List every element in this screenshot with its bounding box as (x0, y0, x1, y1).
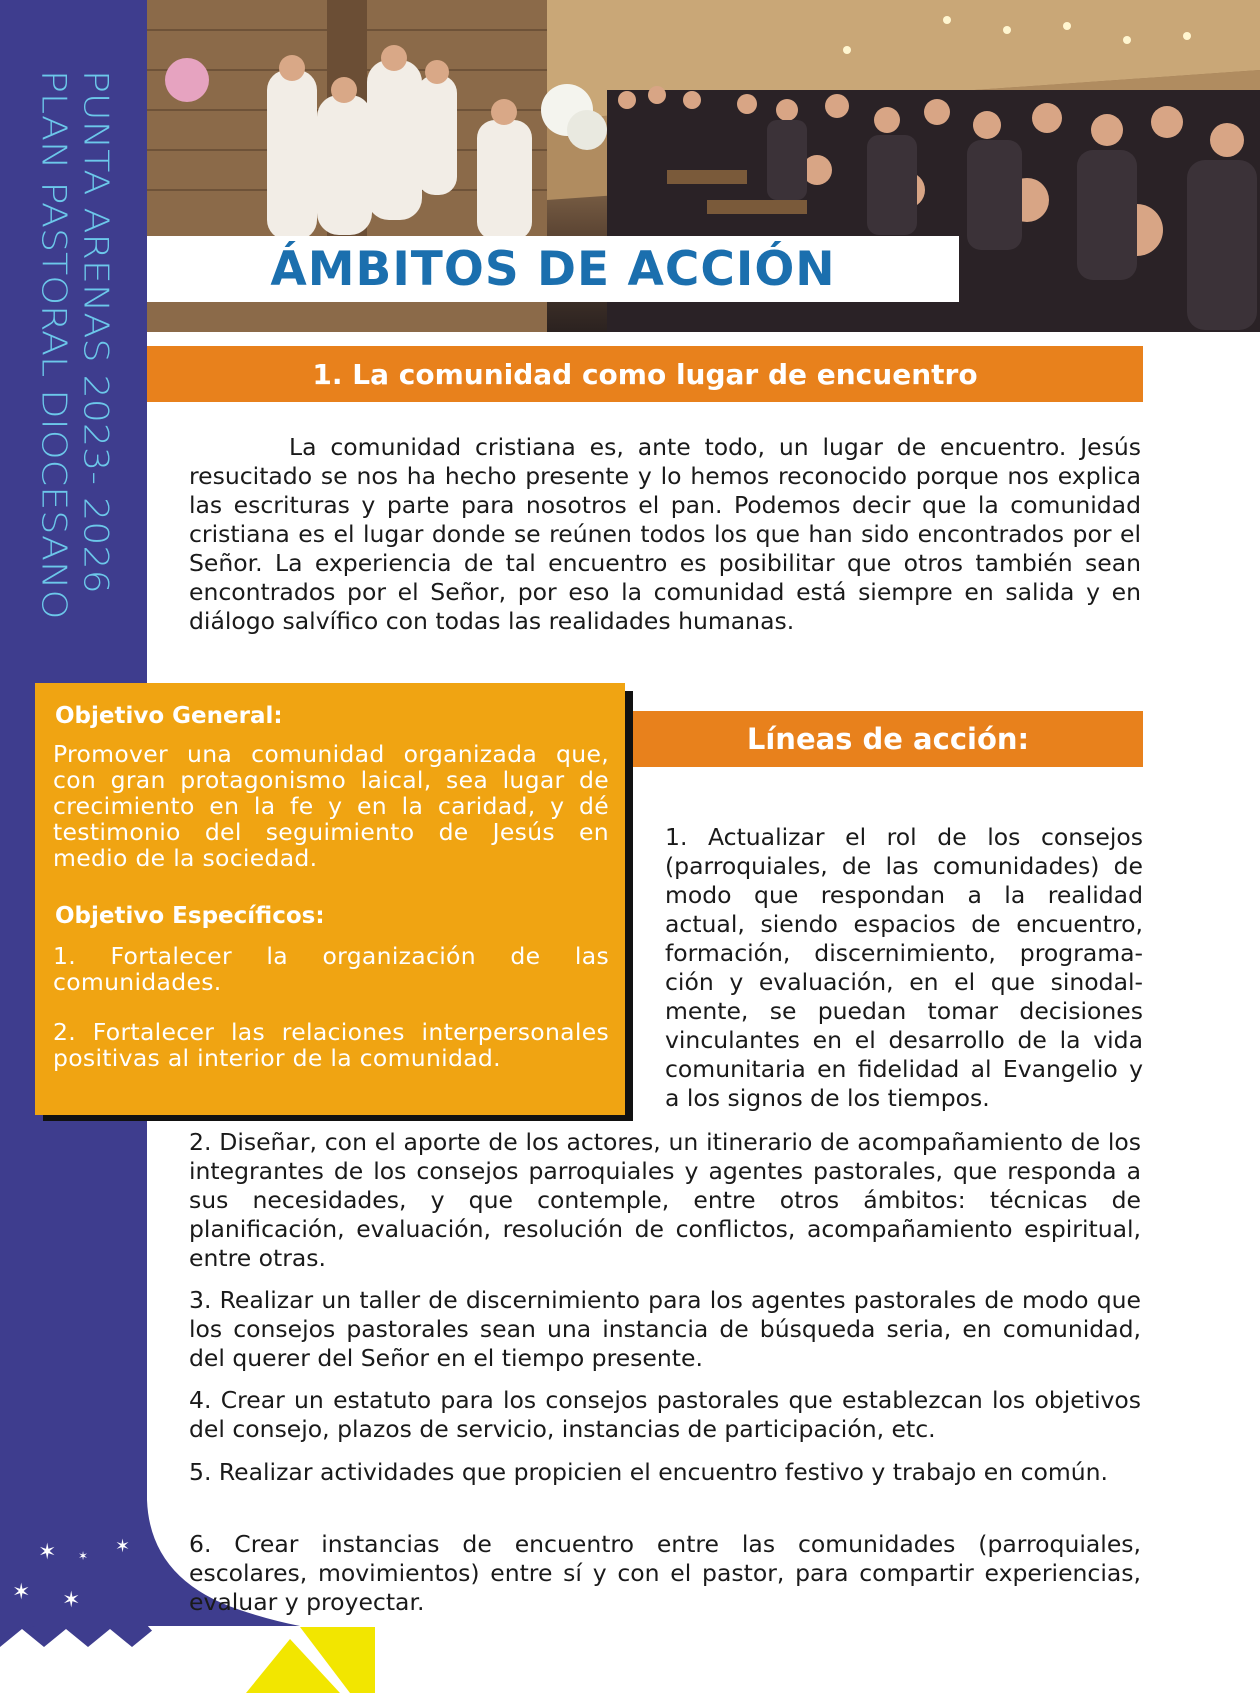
action-line-item: 4. Crear un estatuto para los consejos pastorales que establezcan los objetivos del consejo, plazos de servicio, instancias de participación, etc. (189, 1386, 1141, 1443)
vertical-title-line1: PLAN PASTORAL DIOCESANO (34, 70, 74, 620)
action-line-item: 3. Realizar un taller de discernimiento para los agentes pastorales de modo que los consejos pastorales sean una instancia de búsqueda seria, en comunidad, del querer del Señor en el tiempo presente. (189, 1286, 1141, 1372)
action-line-item: 1. Actualizar el rol de los consejos (parroquiales, de las comunidades) de modo que respondan a la realidad actual, siendo espacios de encuentro, formación, discernimiento, programación y evaluación, en el que sinodalmente, se puedan tomar decisiones vinculantes en el desarrollo de la vida comunitaria en fidelidad al Evangelio y a los signos de los tiempos. (665, 823, 1143, 1112)
intro-paragraph: La comunidad cristiana es, ante todo, un lugar de encuentro. Jesús resucitado se nos ha hecho presente y lo hemos reconocido porque nos explica las escrituras y parte para nosotros el pan. Podemos decir que la comunidad cristiana es el lugar donde se reúnen todos los que han sido encontrados por el Señor. La experiencia de tal encuentro es posibilitar que otros también sean encontrados por el Señor, por eso la comunidad está siempre en salida y en diálogo salvífico con todas las realidades humanas. (189, 433, 1141, 635)
vertical-title-line2: PUNTA ARENAS 2023- 2026 (76, 70, 116, 594)
lines-of-action-heading: Líneas de acción: (746, 722, 1030, 756)
objectives-box (35, 683, 625, 1115)
star-icon: ✶ (38, 1540, 57, 1565)
star-icon: ✶ (115, 1536, 131, 1557)
vertical-plan-title (20, 70, 130, 710)
action-line-item: 5. Realizar actividades que propicien el encuentro festivo y trabajo en común. (189, 1458, 1109, 1486)
action-line-item: 6. Crear instancias de encuentro entre las comunidades (parroquiales, escolares, movimientos) entre sí y con el pastor, para compartir experiencias, evaluar y proyectar. (189, 1530, 1141, 1616)
stars-decoration (0, 1530, 150, 1613)
star-icon: ✶ (12, 1580, 31, 1605)
section-heading: 1. La comunidad como lugar de encuentro (312, 357, 978, 391)
general-objective-text: Promover una comunidad organizada que, con gran protagonismo laical, sea lugar de crecimiento en la fe y en la caridad, y dé testimonio del seguimiento de Jesús en medio de la sociedad. (53, 740, 609, 872)
star-icon: ✶ (78, 1549, 89, 1563)
action-line-item: 2. Diseñar, con el aporte de los actores, un itinerario de acompañamiento de los integrantes de los consejos parroquiales y agentes pastorales, que responda a sus necesidades, y que contemple, entre otros ámbitos: técnicas de planificación, evaluación, resolución de conflictos, acompañamiento espiritual, entre otras. (189, 1128, 1141, 1272)
lines-of-action-heading-bar (633, 711, 1143, 767)
specific-objective-item: 1. Fortalecer la organización de las comunidades. (53, 942, 609, 996)
star-icon: ✶ (62, 1588, 81, 1613)
page-title-box (147, 236, 959, 302)
section-heading-bar (147, 346, 1143, 402)
general-objective-heading: Objetivo General: (55, 703, 283, 729)
specific-objectives-heading: Objetivo Específicos: (55, 903, 325, 929)
page-title: ÁMBITOS DE ACCIÓN (270, 241, 836, 297)
specific-objective-item: 2. Fortalecer las relaciones interpersonales positivas al interior de la comunidad. (53, 1018, 609, 1072)
